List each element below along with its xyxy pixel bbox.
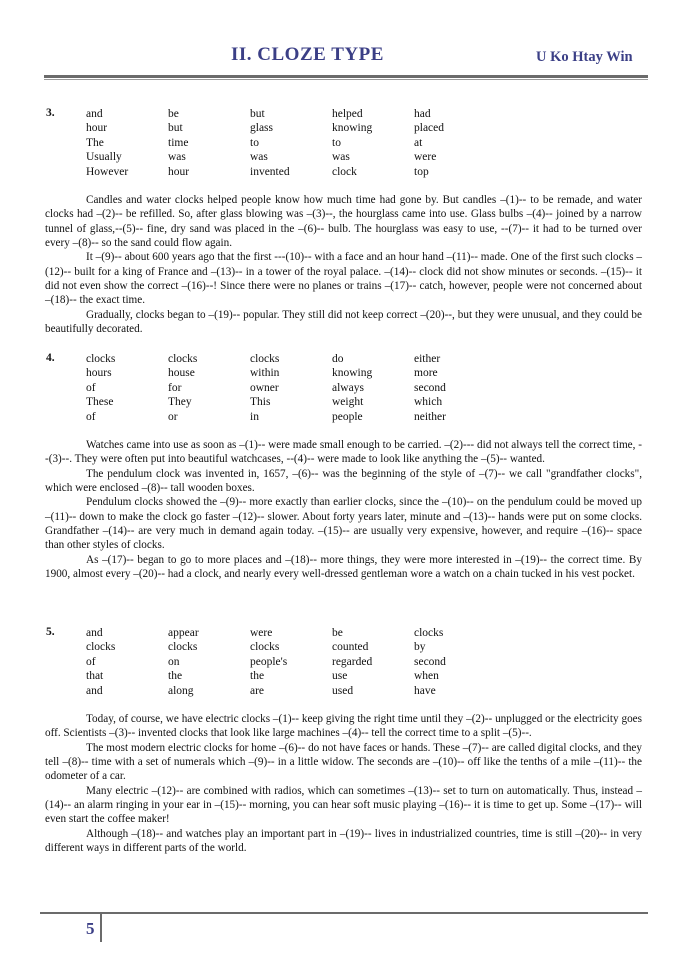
word-bank-word: clock: [332, 165, 357, 178]
author-name: U Ko Htay Win: [536, 49, 633, 65]
word-bank-column: [168, 352, 248, 424]
cloze-passage: [45, 712, 642, 855]
word-bank-word: hours: [86, 367, 112, 380]
word-bank-column: [86, 107, 166, 179]
page-number: 5: [86, 919, 95, 938]
word-bank-word: which: [414, 396, 443, 409]
word-bank-word: placed: [414, 122, 445, 135]
word-bank-word: clocks: [86, 641, 116, 654]
word-bank-word: either: [414, 353, 441, 365]
word-bank-word: were: [250, 627, 273, 639]
word-bank-word: use: [332, 670, 348, 683]
passage-paragraph: Watches came into use as soon as –(1)-- were made small enough to be carried. –(2)--- did not always tell the correct time, --(3)--. They were often put into beautiful watchcases, --(4)-- were made to look like anything the –(5)-- wanted.: [45, 439, 642, 466]
word-bank-word: second: [414, 655, 446, 668]
word-bank-word: clocks: [86, 353, 116, 365]
word-bank-column: [332, 626, 412, 698]
word-bank-column: [168, 626, 248, 698]
word-bank-word: hour: [86, 122, 108, 135]
word-bank-column: [86, 352, 166, 424]
exercise-number: 5.: [46, 626, 55, 638]
word-bank-word: glass: [250, 122, 273, 135]
word-bank-word: the: [250, 670, 265, 683]
header-rule: [44, 75, 648, 78]
word-bank-word: These: [86, 396, 114, 409]
word-bank-word: be: [168, 108, 179, 120]
exercise-number: 3.: [46, 107, 55, 119]
word-bank-word: of: [86, 381, 96, 394]
passage-paragraph: Today, of course, we have electric clocks –(1)-- keep giving the right time until they –(2)-- unplugged or the electricity goes off. Scientists –(3)-- invented clocks that look like large machines –(4)-- tell the correct time to a split –(5)--.: [45, 713, 642, 740]
word-bank-word: had: [414, 108, 431, 120]
word-bank-column: [332, 107, 412, 179]
word-bank-word: within: [250, 367, 280, 380]
word-bank-word: for: [168, 381, 182, 394]
word-bank-word: along: [168, 684, 194, 697]
footer-divider: [100, 914, 102, 942]
word-bank-word: invented: [250, 165, 290, 178]
word-bank-column: [250, 626, 330, 698]
word-bank-word: at: [414, 136, 423, 149]
word-bank-word: knowing: [332, 122, 373, 135]
word-bank-word: are: [250, 684, 265, 697]
word-bank-word: of: [86, 655, 96, 668]
word-bank-word: used: [332, 684, 354, 697]
passage-paragraph: The most modern electric clocks for home –(6)-- do not have faces or hands. These –(7)-- are called digital clocks, and they tell –(8)-- time with a set of numerals which –(9)-- in a little widow. The seconds are –(10)-- off like the tenths of a mile –(11)-- the odometer of a car.: [45, 741, 642, 783]
word-bank-word: However: [86, 165, 129, 178]
word-bank-column: [414, 107, 494, 179]
word-bank-word: but: [250, 108, 265, 120]
cloze-passage: [45, 438, 642, 581]
word-bank-word: on: [168, 655, 180, 668]
word-bank-word: top: [414, 165, 429, 178]
word-bank-word: be: [332, 627, 343, 639]
word-bank-word: and: [86, 627, 103, 639]
word-bank-column: [86, 626, 166, 698]
word-bank-column: [250, 352, 330, 424]
word-bank-word: clocks: [250, 641, 280, 654]
word-bank-word: owner: [250, 381, 279, 394]
word-bank-word: clocks: [250, 353, 280, 365]
word-bank-word: do: [332, 353, 344, 365]
page-header: [0, 0, 686, 80]
word-bank-word: people: [332, 410, 363, 423]
word-bank-word: have: [414, 684, 436, 697]
word-bank-word: by: [414, 641, 426, 654]
word-bank-word: clocks: [168, 641, 198, 654]
word-bank-column: [332, 352, 412, 424]
passage-paragraph: Candles and water clocks helped people know how much time had gone by. But candles –(1)-- to be remade, and water clocks had –(2)-- be refilled. So, after glass blowing was –(3)--, the hourglass came into use. Glass bulbs –(4)-- joined by a narrow tunnel of glass,--(5)-- fine, dry sand was placed in the –(6)-- bulb. The hourglass was easy to use, --(7)-- it had to be turned over every –(8)-- so the sand could flow again.: [45, 194, 642, 250]
word-bank-word: always: [332, 381, 364, 394]
word-bank-column: [414, 352, 494, 424]
word-bank-word: clocks: [414, 627, 444, 639]
passage-paragraph: Gradually, clocks began to –(19)-- popular. They still did not keep correct –(20)--, but they were unusual, and they could be beautifully decorated.: [45, 308, 642, 336]
word-bank-word: appear: [168, 627, 199, 639]
passage-paragraph: It –(9)-- about 600 years ago that the first ---(10)-- with a face and an hour hand –(11)-- made. One of the first such clocks –(12)-- built for a king of France and –(13)-- in a tower of the royal palace. –(14)-- clock did not show minutes or seconds. –(15)-- it did not even show the correct –(16)--! Since there were no planes or trains –(17)-- catch, however, people were not concerned about –(18)-- the exact time.: [45, 251, 642, 307]
word-bank-word: was: [168, 151, 186, 164]
footer-rule: [40, 912, 648, 914]
passage-paragraph: Pendulum clocks showed the –(9)-- more exactly than earlier clocks, since the –(10)-- on the pendulum could be moved up –(11)-- down to make the clock go faster –(12)-- slower. About forty years later, minute and –(13)-- hands were put on some clocks. Grandfather –(14)-- are very much in demand again today. –(15)-- are usually very expensive, however, and require –(16)-- space than other styles of clocks.: [45, 496, 642, 552]
word-bank-word: time: [168, 136, 189, 149]
page-title: II. CLOZE TYPE: [231, 44, 384, 65]
word-bank-word: were: [414, 151, 437, 164]
word-bank-word: of: [86, 410, 96, 423]
word-bank-word: and: [86, 684, 103, 697]
word-bank-word: second: [414, 381, 446, 394]
word-bank-word: when: [414, 670, 439, 683]
word-bank-word: hour: [168, 165, 190, 178]
passage-paragraph: The pendulum clock was invented in, 1657, –(6)-- was the beginning of the style of –(7)-- we call "grandfather clocks", which were enclosed –(8)-- tall wooden boxes.: [45, 467, 642, 495]
exercise-number: 4.: [46, 352, 55, 364]
word-bank-word: helped: [332, 108, 363, 120]
word-bank-word: to: [332, 136, 341, 149]
passage-paragraph: Although –(18)-- and watches play an important part in –(19)-- lives in industrialized countries, time is still –(20)-- in very different ways in different parts of the world.: [45, 827, 642, 855]
passage-paragraph: As –(17)-- began to go to more places and –(18)-- more things, they were more interested in –(19)-- the correct time. By 1900, almost every –(20)-- had a clock, and nearly every well-dressed gentleman wore a watch on a chain tucked in his vest pocket.: [45, 553, 642, 581]
word-bank-word: regarded: [332, 655, 373, 668]
word-bank-word: Usually: [86, 151, 122, 164]
word-bank-word: was: [250, 151, 268, 164]
word-bank-word: neither: [414, 410, 446, 423]
word-bank-word: to: [250, 136, 259, 149]
word-bank-word: and: [86, 108, 103, 120]
word-bank-word: weight: [332, 396, 364, 409]
word-bank-word: that: [86, 670, 104, 683]
word-bank-word: They: [168, 396, 192, 409]
word-bank-column: [168, 107, 248, 179]
word-bank-word: The: [86, 136, 104, 149]
word-bank-word: house: [168, 367, 195, 380]
word-bank-word: This: [250, 396, 271, 409]
word-bank-word: in: [250, 410, 259, 423]
word-bank-word: clocks: [168, 353, 198, 365]
cloze-passage: [45, 193, 642, 336]
word-bank-word: was: [332, 151, 350, 164]
word-bank-column: [250, 107, 330, 179]
word-bank-column: [414, 626, 494, 698]
word-bank-word: or: [168, 410, 178, 423]
word-bank-word: more: [414, 367, 438, 380]
word-bank-word: counted: [332, 641, 369, 654]
word-bank-word: the: [168, 670, 183, 683]
word-bank-word: people's: [250, 655, 288, 668]
passage-paragraph: Many electric –(12)-- are combined with radios, which can sometimes –(13)-- set to turn on automatically. Thus, instead –(14)-- an alarm ringing in your ear in –(15)-- morning, you can hear soft music playing –(16)-- it is time to get up. Some –(17)-- will even start the coffee maker!: [45, 784, 642, 826]
word-bank-word: but: [168, 122, 183, 135]
word-bank-word: knowing: [332, 367, 373, 380]
header-rule-thin: [44, 79, 648, 80]
